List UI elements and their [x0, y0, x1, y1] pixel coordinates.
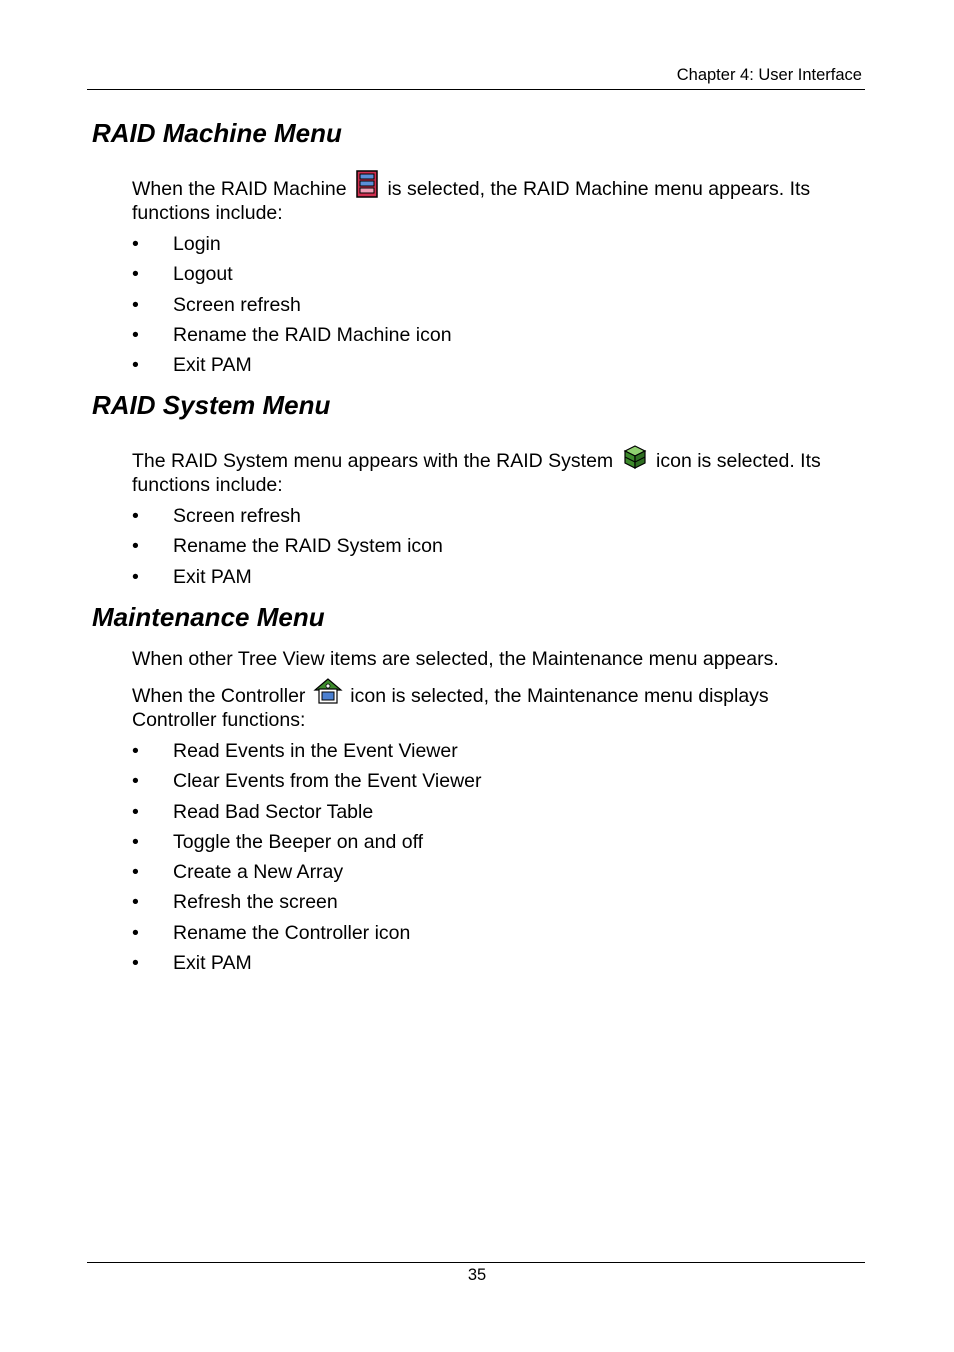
raid-machine-intro-line2: functions include:	[132, 202, 283, 224]
bullet: •	[132, 535, 139, 558]
header-rule	[87, 89, 865, 90]
list-item	[132, 505, 443, 535]
list-item	[132, 801, 482, 831]
list-item-text: Create a New Array	[173, 861, 344, 884]
footer-rule	[87, 1262, 865, 1263]
maintenance-intro2-before: When the Controller	[132, 685, 306, 707]
list-item	[132, 263, 452, 293]
list-item-text: Read Events in the Event Viewer	[173, 740, 458, 762]
bullet: •	[132, 293, 139, 316]
list-item	[132, 891, 482, 921]
list-item	[132, 294, 452, 324]
list-item-text: Screen refresh	[173, 293, 301, 316]
list-item	[132, 922, 482, 952]
raid-system-intro-after: icon is selected. Its	[656, 450, 821, 472]
raid-machine-functions-list	[132, 233, 452, 384]
bullet: •	[132, 921, 139, 944]
chapter-header: Chapter 4: User Interface	[676, 66, 862, 84]
bullet: •	[132, 740, 139, 762]
list-item-text: Clear Events from the Event Viewer	[173, 770, 482, 793]
list-item	[132, 952, 482, 982]
list-item-text: Exit PAM	[173, 354, 252, 377]
bullet: •	[132, 565, 139, 588]
maintenance-intro2-line2: Controller functions:	[132, 709, 306, 731]
list-item-text: Login	[173, 233, 221, 255]
maintenance-controller-intro	[132, 677, 852, 732]
raid-system-functions-list	[132, 505, 443, 596]
maintenance-intro: When other Tree View items are selected, the Maintenance menu appears.	[132, 648, 779, 670]
bullet: •	[132, 952, 139, 975]
bullet: •	[132, 263, 139, 286]
raid-system-heading: RAID System Menu	[92, 390, 331, 420]
list-item-text: Rename the RAID System icon	[173, 535, 443, 558]
list-item-text: Toggle the Beeper on and off	[173, 830, 424, 853]
raid-machine-heading: RAID Machine Menu	[92, 118, 342, 148]
maintenance-intro2-after: icon is selected, the Maintenance menu displays	[350, 685, 769, 707]
controller-icon	[313, 677, 343, 705]
bullet: •	[132, 800, 139, 823]
list-item	[132, 535, 443, 565]
raid-machine-intro-before: When the RAID Machine	[132, 178, 347, 200]
list-item-text: Logout	[173, 263, 233, 286]
raid-system-intro-line2: functions include:	[132, 474, 283, 496]
list-item	[132, 770, 482, 800]
page-number: 35	[467, 1266, 487, 1284]
bullet: •	[132, 770, 139, 793]
bullet: •	[132, 323, 139, 346]
list-item-text: Screen refresh	[173, 505, 301, 527]
bullet: •	[132, 354, 139, 377]
list-item-text: Rename the Controller icon	[173, 921, 411, 944]
list-item	[132, 324, 452, 354]
maintenance-functions-list	[132, 740, 482, 982]
bullet: •	[132, 505, 139, 527]
raid-machine-intro	[132, 170, 852, 225]
list-item-text: Exit PAM	[173, 952, 252, 975]
list-item	[132, 233, 452, 263]
raid-system-intro-before: The RAID System menu appears with the RAID System	[132, 450, 614, 472]
list-item-text: Rename the RAID Machine icon	[173, 323, 452, 346]
raid-system-intro	[132, 442, 852, 497]
list-item-text: Refresh the screen	[173, 891, 338, 914]
raid-system-icon	[621, 442, 649, 470]
list-item	[132, 740, 482, 770]
raid-machine-icon	[354, 170, 380, 198]
maintenance-heading: Maintenance Menu	[92, 602, 325, 632]
list-item-text: Read Bad Sector Table	[173, 800, 374, 823]
list-item	[132, 566, 443, 596]
bullet: •	[132, 830, 139, 853]
bullet: •	[132, 233, 139, 255]
list-item	[132, 831, 482, 861]
raid-machine-intro-after: is selected, the RAID Machine menu appears. Its	[387, 178, 811, 200]
list-item-text: Exit PAM	[173, 565, 252, 588]
bullet: •	[132, 861, 139, 884]
list-item	[132, 354, 452, 384]
list-item	[132, 861, 482, 891]
bullet: •	[132, 891, 139, 914]
